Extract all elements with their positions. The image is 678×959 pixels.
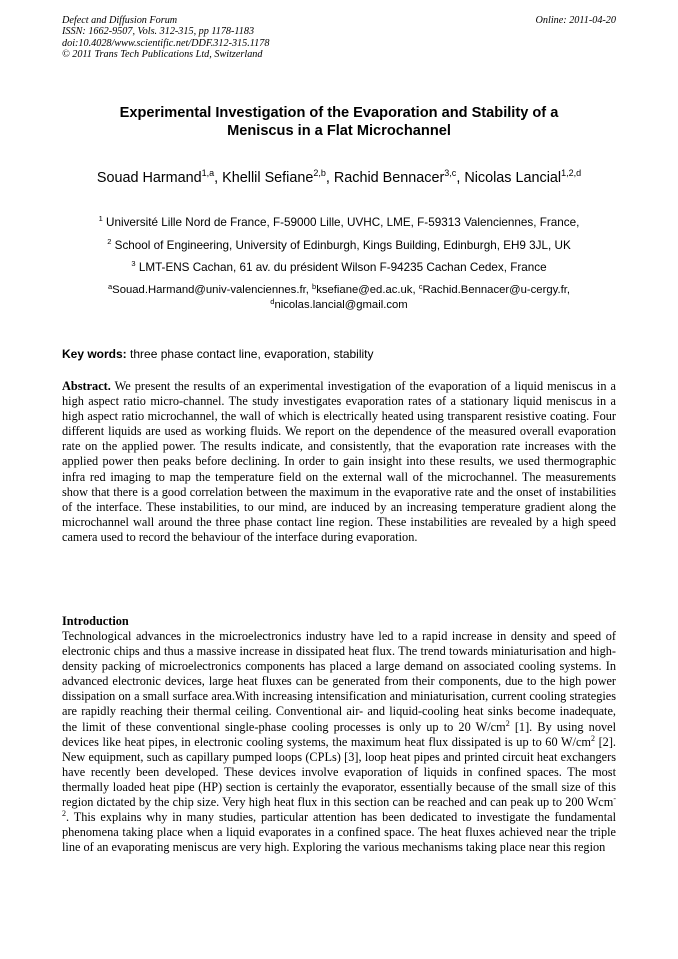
abstract-text: We present the results of an experimental investigation of the evaporation of a liquid meniscus in a high aspect ratio micro-channel. The study investigates evaporation rates of a stationary liquid meniscus in a high aspect ratio microchannel, the wall of which is electrically heated using transparent resistive coating. Four different liquids are used as working fluids. We report on the dependence of the measured overall evaporation rate on the applied power. The results indicate, and consistently, that the evaporation rate increases with the applied power then peaks before declining. In order to gain insight into these results, we used thermographic infra red imaging to map the temperature field on the external wall of the microchannel. The measurements show that there is a good correlation between the maximum in the evaporative rate and the onset of instabilities of the interface. These instabilities, to our mind, are induced by an increasing temperature gradient along the microchannel wall around the three phase contact line region. These instabilities are revealed by a high speed camera used to record the behaviour of the interface during evaporation.: [62, 379, 616, 544]
affiliation: [40, 257, 638, 280]
author-affiliation-mark: 1,2,d: [561, 168, 582, 178]
affiliation-text: School of Engineering, University of Edinburgh, Kings Building, Edinburgh, EH9 3JL, UK: [114, 238, 571, 252]
title-line-2: Meniscus in a Flat Microchannel: [227, 123, 451, 139]
author-name: Souad Harmand: [96, 170, 202, 186]
intro-text: . This explains why in many studies, particular attention has been dedicated to investigate the fundamental phenomena taking place when a liquid evaporates in a confined space. The heat fluxes achieved near the triple line of an evaporating meniscus are very high. Exploring the various mechanisms taking place near this region: [62, 810, 616, 855]
abstract: [62, 379, 616, 545]
author-name: Rachid Bennacer: [333, 170, 445, 186]
author-affiliation-mark: 2,b: [313, 168, 326, 178]
author-name: Nicolas Lancial: [464, 170, 562, 186]
intro-superscript: 2: [505, 718, 510, 728]
affiliation: [40, 235, 638, 258]
affiliation-mark: 1: [98, 214, 103, 223]
keywords-text: three phase contact line, evaporation, stability: [130, 347, 374, 361]
doi-line: doi:10.4028/www.scientific.net/DDF.312-315.1178: [62, 37, 270, 49]
intro-text: [2]. New equipment, such as capillary pumped loops (CPLs) [3], loop heat pipes and printed circuit heat exchangers have recently been developed. These devices involve evaporation of liquids in confined spaces. The most thermally loaded heat pipe (HP) section is certainly the evaporator, essentially because of the small size of this region dictated by the chip size. Very high heat flux in this section can be reached and can peak up to 200 Wcm: [62, 734, 616, 810]
author-name: Khellil Sefiane: [222, 170, 314, 186]
affiliation-mark: 2: [107, 236, 112, 246]
abstract-label: Abstract.: [62, 379, 111, 393]
email-address[interactable]: nicolas.lancial@gmail.com: [274, 299, 408, 311]
copyright-line: © 2011 Trans Tech Publications Ltd, Switzerland: [62, 48, 263, 60]
intro-text: Technological advances in the microelectronics industry have led to a rapid increase in density and speed of electronic chips and thus a massive increase in dissipated heat flux. The trend towards miniaturisation and high-density packing of microelectronics components has placed a large demand on associated cooling systems. In advanced electronic devices, large heat fluxes can be generated from their components, due to the high power dissipation on a small surface area.With increasing intensification and miniaturisation, current cooling strategies are rapidly reaching their thermal ceiling. Conventional air- and liquid-cooling heat sinks become inadequate, the limit of these conventional single-phase cooling processes is only up to 20 W/cm: [62, 629, 616, 734]
email-list: [40, 283, 638, 313]
keywords-label: Key words:: [62, 347, 127, 361]
email-mark: b: [312, 282, 317, 291]
author-affiliation-mark: 3,c: [444, 168, 457, 178]
paper-title: [62, 104, 616, 140]
running-header: [62, 15, 616, 60]
email-address[interactable]: Rachid.Bennacer@u-cergy.fr,: [422, 284, 570, 296]
journal-name: Defect and Diffusion Forum: [62, 15, 178, 26]
email-line-1: [40, 283, 638, 298]
affiliation: [40, 212, 638, 235]
email-mark: c: [418, 282, 423, 291]
affiliation-mark: 3: [131, 259, 136, 268]
issn-line: ISSN: 1662-9507, Vols. 312-315, pp 1178-1183: [62, 26, 255, 38]
email-mark: a: [107, 282, 113, 291]
email-mark: d: [270, 297, 275, 306]
intro-superscript: -2: [62, 794, 616, 819]
intro-superscript: 2: [591, 733, 595, 743]
email-address[interactable]: Souad.Harmand@univ-valenciennes.fr,: [112, 284, 309, 296]
author-list: Souad Harmand$^{1,a}$, Khellil Sefiane$^{2,b}$, Rachid Bennacer$^{3,c}$, Nicolas Lancial$^{1,2,d}$: [96, 168, 582, 186]
online-date: Online: 2011-04-20: [535, 15, 616, 26]
email-line-2: [40, 298, 638, 313]
author-affiliation-mark: 1,a: [201, 168, 215, 178]
affiliation-list: [40, 212, 638, 280]
title-line-1: Experimental Investigation of the Evaporation and Stability of a: [119, 105, 559, 121]
publication-info: [62, 15, 616, 60]
email-address[interactable]: ksefiane@ed.ac.uk,: [316, 284, 416, 296]
introduction-heading: Introduction: [62, 614, 129, 628]
introduction-body: [62, 629, 616, 855]
affiliation-text: LMT-ENS Cachan, 61 av. du président Wilson F-94235 Cachan Cedex, France: [138, 261, 547, 274]
keywords: [62, 347, 616, 361]
affiliation-text: Université Lille Nord de France, F-59000 Lille, UVHC, LME, F-59313 Valenciennes, France,: [106, 216, 580, 229]
intro-text: [1]. By using novel devices like heat pipes, in electronic cooling systems, the maximum heat flux dissipated is up to 60 W/cm: [62, 719, 616, 749]
